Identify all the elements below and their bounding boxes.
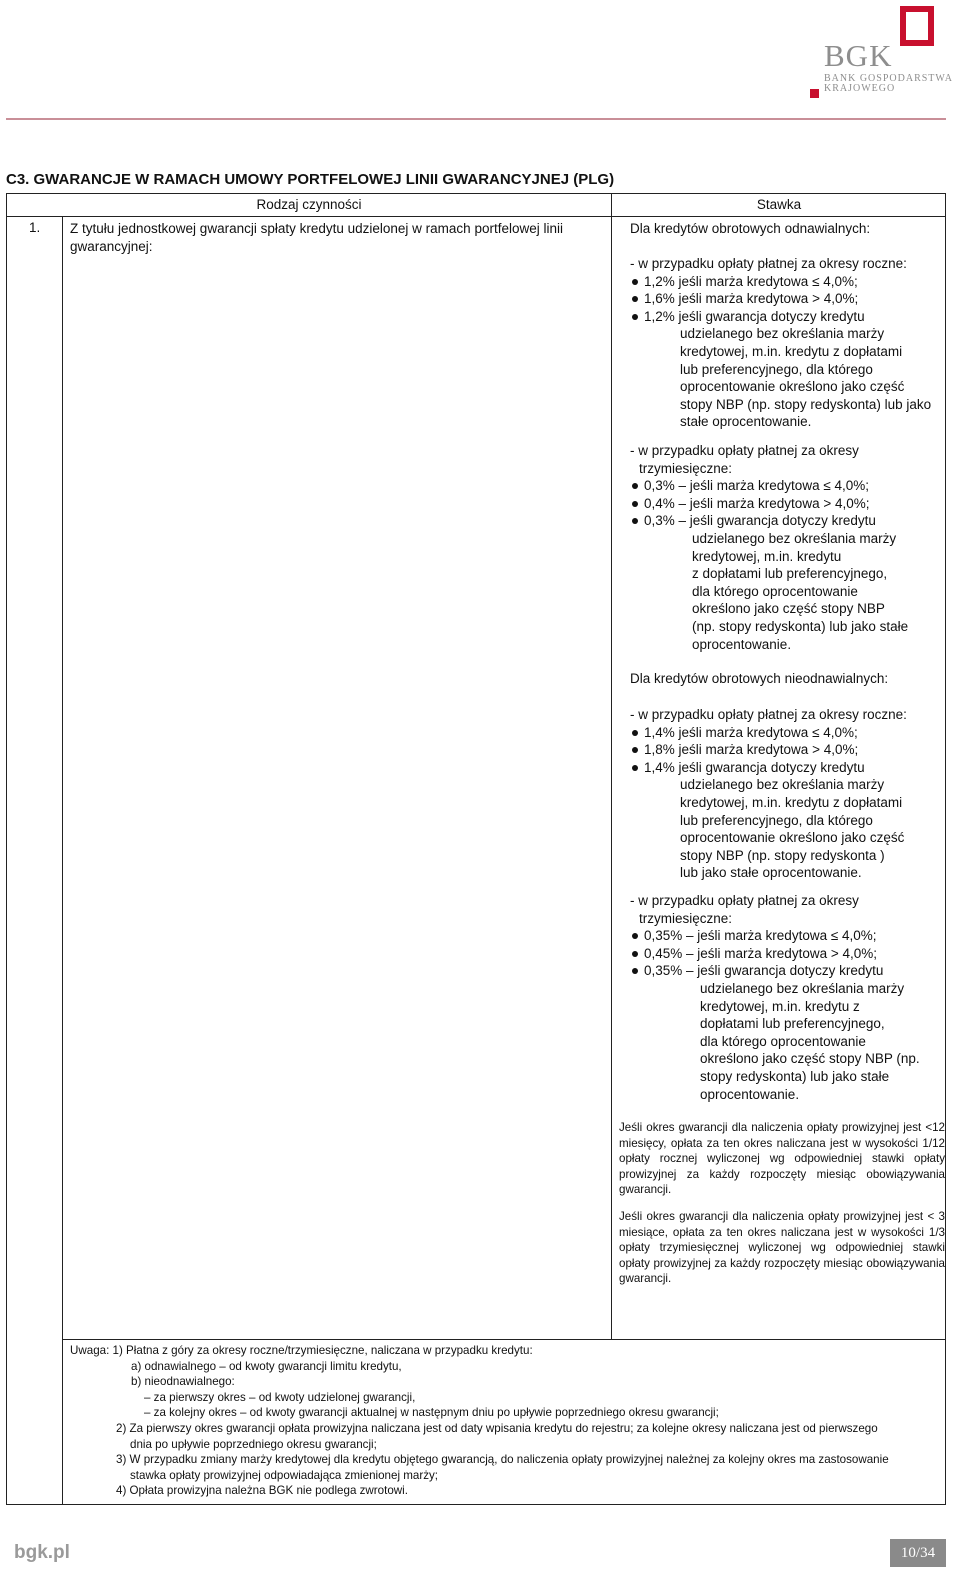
fees-table [6,193,946,1505]
list-item-text: udzielanego bez określania marży [680,326,885,342]
list-item-text: (np. stopy redyskonta) lub jako stałe [692,618,909,634]
logo-wordmark: BGK [824,38,893,73]
list-item [630,512,946,653]
list-item-text: 0,45% – jeśli marża kredytowa > 4,0%; [644,945,877,961]
list-item-text: oprocentowanie. [692,636,792,652]
list-item-text: z dopłatami lub preferencyjnego, [692,566,888,582]
list-item-text: 0,35% – jeśli gwarancja dotyczy kredytu [644,963,884,979]
bgk-logo [808,4,953,100]
row-description: Z tytułu jednostkowej gwarancji spłaty kredytu udzielonej w ramach portfelowej linii gwarancyjnej: [70,221,563,254]
note-line: – za pierwszy okres – od kwoty udzielonej gwarancji, [144,1390,416,1404]
list-item-text: kredytowej, m.in. kredytu z dopłatami [680,343,903,359]
nonrenewable-heading-text: Dla kredytów obrotowych nieodnawialnych: [630,671,889,686]
list-item [630,741,946,759]
footer-website-link[interactable]: bgk.pl [14,1542,70,1563]
list-item-text: lub jako stałe oprocentowanie. [680,865,862,881]
table-header [7,194,945,217]
note-line: Uwaga: 1) Płatna z góry za okresy roczne/trzymiesięczne, naliczana w przypadku kredytu: [70,1344,533,1357]
list-item-text: 0,4% – jeśli marża kredytowa > 4,0%; [644,495,870,511]
logo-square-hole [906,12,928,40]
nonrenewable-quarterly-lead: - w przypadku opłaty płatnej za okresy [630,893,859,908]
list-item [630,759,946,882]
list-item-text: udzielanego bez określania marży [680,777,885,793]
list-item-text: stopy NBP (np. stopy redyskonta) lub jako [680,396,932,412]
remarks-note [70,1343,942,1499]
list-item-text: oprocentowanie. [700,1086,800,1102]
renewable-quarterly-lead-cont: trzymiesięczne: [639,460,733,476]
logo-subtitle-line2: KRAJOWEGO [824,83,896,94]
note-divider [62,1339,945,1340]
header-divider [6,118,946,120]
renewable-annual-block [630,255,946,431]
renewable-annual-lead: - w przypadku opłaty płatnej za okresy roczne: [630,256,907,271]
note-line: 2) Za pierwszy okres gwarancji opłata prowizyjna naliczana jest od daty wpisania kredytu do rejestru; za kolejne okresy naliczana jest od pierwszego [116,1421,878,1435]
list-item-text: stałe oprocentowanie. [680,414,812,430]
list-item-text: udzielanego bez określania marży [700,980,905,996]
logo-dot [810,89,819,98]
list-item-text: 1,4% jeśli marża kredytowa ≤ 4,0%; [644,724,858,740]
list-item-text: określono jako część stopy NBP (np. [700,1051,920,1067]
list-item-text: 0,3% – jeśli marża kredytowa ≤ 4,0%; [644,478,870,494]
list-item-text: oprocentowanie określono jako część [680,830,905,846]
note-line: b) nieodnawialnego: [131,1375,235,1389]
renewable-heading-text: Dla kredytów obrotowych odnawialnych: [630,221,871,236]
renewable-quarterly-block [630,442,946,653]
list-item-text: określono jako część stopy NBP [692,601,885,617]
list-item-text: 1,8% jeśli marża kredytowa > 4,0%; [644,742,859,758]
list-item [630,477,946,495]
section-title: C3. GWARANCJE W RAMACH UMOWY PORTFELOWEJ LINII GWARANCYJNEJ (PLG) [6,171,615,188]
nonrenewable-heading [630,670,946,688]
list-item-text: stopy redyskonta) lub jako stałe [700,1068,890,1084]
logo-subtitle-line1: BANK GOSPODARSTWA [824,73,953,84]
list-item-text: 1,6% jeśli marża kredytowa > 4,0%; [644,291,859,307]
list-item-text: oprocentowanie określono jako część [680,379,905,395]
list-item-text: 1,4% jeśli gwarancja dotyczy kredytu [644,759,865,775]
nonrenewable-annual-lead: - w przypadku opłaty płatnej za okresy roczne: [630,707,907,722]
list-item [630,273,946,291]
list-item-text: kredytowej, m.in. kredytu z dopłatami [680,794,903,810]
header-rate: Stawka [611,194,946,216]
header-activity-type: Rodzaj czynności [256,197,362,212]
page-number-badge: 10/34 [890,1539,946,1567]
nonrenewable-quarterly-block [630,892,946,1103]
column-divider-number [62,216,63,1504]
list-item-text: lub preferencyjnego, dla którego [680,361,873,377]
list-item [630,495,946,513]
list-item-text: stopy NBP (np. stopy redyskonta ) [680,847,885,863]
list-item-text: 0,3% – jeśli gwarancja dotyczy kredytu [644,513,876,529]
list-item-text: kredytowej, m.in. kredytu [692,548,842,564]
note-line: stawka opłaty prowizyjnej odpowiadająca zmienionej marży; [130,1468,439,1482]
nonrenewable-annual-block [630,706,946,882]
list-item-text: dopłatami lub preferencyjnego, [700,1016,885,1032]
list-item-text: 1,2% jeśli marża kredytowa ≤ 4,0%; [644,273,858,289]
list-item-text: 0,35% – jeśli marża kredytowa ≤ 4,0%; [644,928,877,944]
short-period-3-months-paragraph: Jeśli okres gwarancji dla naliczenia opłaty prowizyjnej jest < 3 miesiące, opłata za ten okres naliczana jest w wysokości 1/3 opłaty trzymiesięcznej wyliczonej wg odpowiedniej stawki opłaty prowizyjnej za każdy rozpoczęty miesiąc obowiązywania gwarancji. [619,1210,945,1286]
note-line: dnia po upływie poprzedniego okresu gwarancji; [130,1437,377,1451]
list-item-text: lub preferencyjnego, dla którego [680,812,873,828]
note-line: 4) Opłata prowizyjna należna BGK nie podlega zwrotowi. [116,1484,408,1498]
list-item-text: udzielanego bez określania marży [692,530,897,546]
renewable-quarterly-lead: - w przypadku opłaty płatnej za okresy [630,443,859,458]
list-item [630,945,946,963]
list-item [630,927,946,945]
short-period-12-months-paragraph: Jeśli okres gwarancji dla naliczenia opłaty prowizyjnej jest <12 miesięcy, opłata za ten okres naliczana jest w wysokości 1/12 opłaty rocznej wyliczonej wg odpowiedniej stawki opłaty prowizyjnej za każdy rozpoczęty miesiąc obowiązywania gwarancji. [619,1121,945,1197]
nonrenewable-quarterly-lead-cont: trzymiesięczne: [639,910,733,926]
list-item-text: dla którego oprocentowanie [700,1033,866,1049]
list-item-text: dla którego oprocentowanie [692,583,858,599]
column-divider-rate [611,216,612,1339]
list-item [630,962,946,1103]
list-item-text: kredytowej, m.in. kredytu z [700,998,860,1014]
list-item [630,724,946,742]
note-line: – za kolejny okres – od kwoty gwarancji aktualnej w następnym dniu po upływie poprzedniego okresu gwarancji; [144,1406,719,1420]
note-line: 3) W przypadku zmiany marży kredytowej dla kredytu objętego gwarancją, do naliczenia opłaty prowizyjnej należnej za kolejny okres ma zastosowanie [116,1453,889,1467]
list-item [630,290,946,308]
renewable-heading [630,220,946,238]
list-item [630,308,946,431]
row-number: 1. [29,220,41,235]
note-line: a) odnawialnego – od kwoty gwarancji limitu kredytu, [131,1359,402,1373]
list-item-text: 1,2% jeśli gwarancja dotyczy kredytu [644,308,865,324]
